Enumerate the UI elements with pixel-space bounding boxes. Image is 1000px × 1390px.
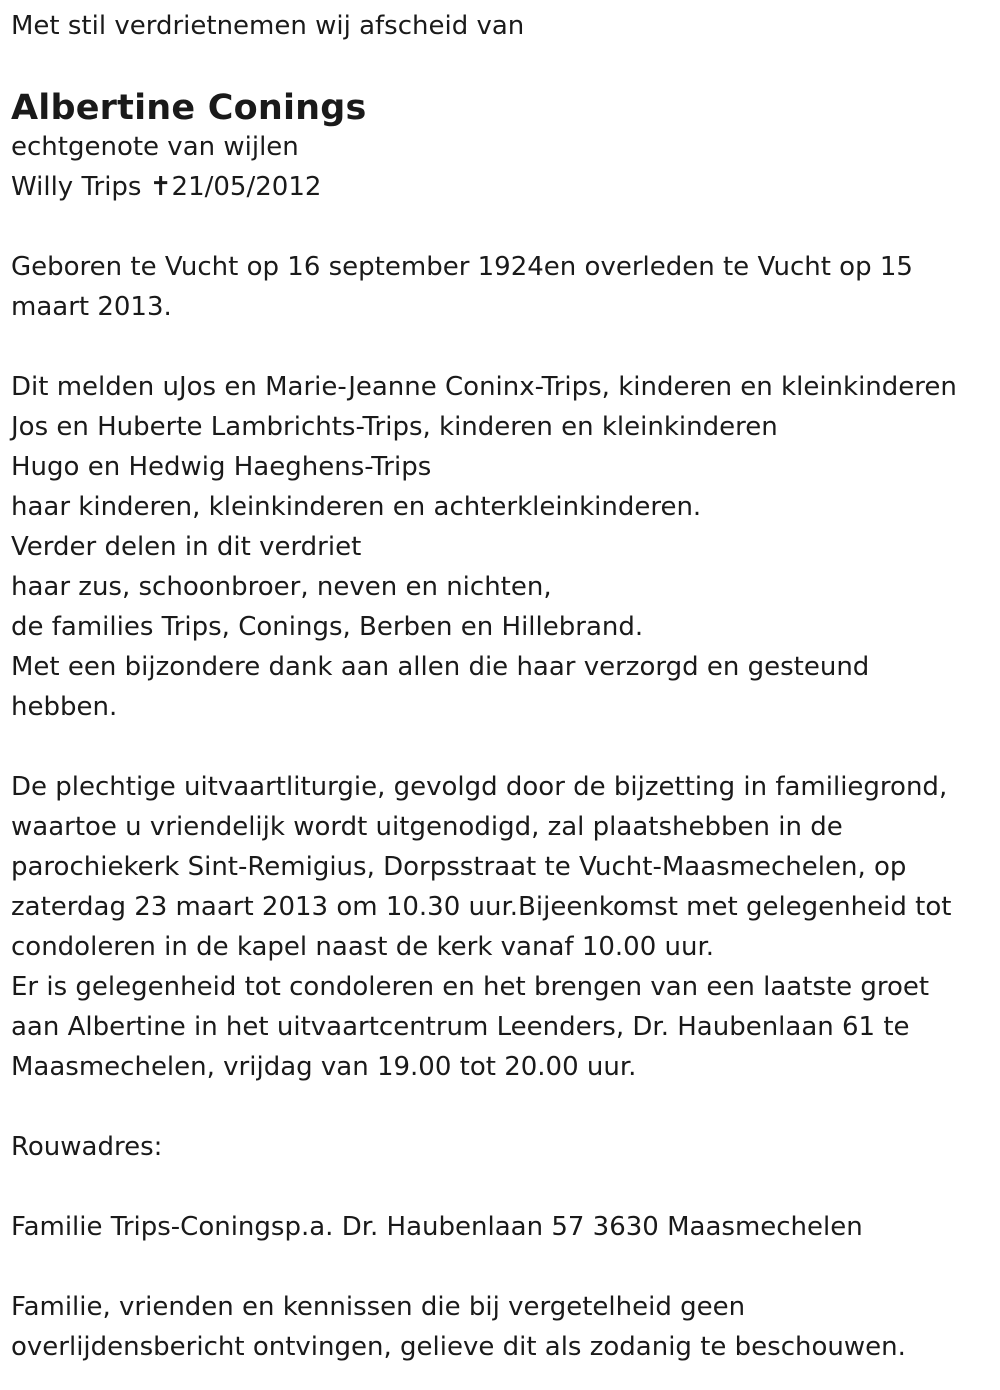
birth-death-paragraph [11,247,980,327]
paragraph-line: aan Albertine in het uitvaartcentrum Leenders, Dr. Haubenlaan 61 te [11,1012,910,1042]
spouse-death-date: 21/05/2012 [171,172,322,202]
closing-paragraph [11,1287,980,1367]
paragraph-line: waartoe u vriendelijk wordt uitgenodigd, zal plaatshebben in de [11,812,843,842]
ceremony-paragraph [11,767,980,1087]
paragraph-line: parochiekerk Sint-Remigius, Dorpsstraat te Vucht-Maasmechelen, op [11,852,907,882]
intro-text: Met stil verdrietnemen wij afscheid van [11,11,525,41]
paragraph-line: de families Trips, Conings, Berben en Hillebrand. [11,612,644,642]
paragraph-line: Geboren te Vucht op 16 september 1924en overleden te Vucht op 15 [11,252,913,282]
paragraph-line: haar zus, schoonbroer, neven en nichten, [11,572,552,602]
paragraph-line: haar kinderen, kleinkinderen en achterkleinkinderen. [11,492,702,522]
paragraph-line: maart 2013. [11,292,172,322]
paragraph-line: Dit melden uJos en Marie-Jeanne Coninx-Trips, kinderen en kleinkinderen [11,372,957,402]
paragraph-line: Jos en Huberte Lambrichts-Trips, kinderen en kleinkinderen [11,412,778,442]
paragraph-line: Hugo en Hedwig Haeghens-Trips [11,452,432,482]
address-label: Rouwadres: [11,1132,163,1162]
deceased-name: Albertine Conings [11,88,367,128]
paragraph-line: Met een bijzondere dank aan allen die haar verzorgd en gesteund [11,652,870,682]
paragraph-line: Familie, vrienden en kennissen die bij vergetelheid geen [11,1292,746,1322]
spouse-name: Willy Trips [11,172,142,202]
paragraph-line: condoleren in de kapel naast de kerk vanaf 10.00 uur. [11,932,715,962]
mourning-address: Familie Trips-Coningsp.a. Dr. Haubenlaan 57 3630 Maasmechelen [11,1212,863,1242]
paragraph-line: De plechtige uitvaartliturgie, gevolgd door de bijzetting in familiegrond, [11,772,948,802]
spouse-relation: echtgenote van wijlen [11,132,299,162]
paragraph-line: zaterdag 23 maart 2013 om 10.30 uur.Bijeenkomst met gelegenheid tot [11,892,952,922]
spouse-line [11,167,980,207]
cross-icon: ✝ [149,172,172,202]
paragraph-line: Er is gelegenheid tot condoleren en het brengen van een laatste groet [11,972,930,1002]
family-paragraph [11,367,980,727]
paragraph-line: hebben. [11,692,118,722]
paragraph-line: Maasmechelen, vrijdag van 19.00 tot 20.00 uur. [11,1052,637,1082]
paragraph-line: overlijdensbericht ontvingen, gelieve dit als zodanig te beschouwen. [11,1332,906,1362]
paragraph-line: Verder delen in dit verdriet [11,532,362,562]
